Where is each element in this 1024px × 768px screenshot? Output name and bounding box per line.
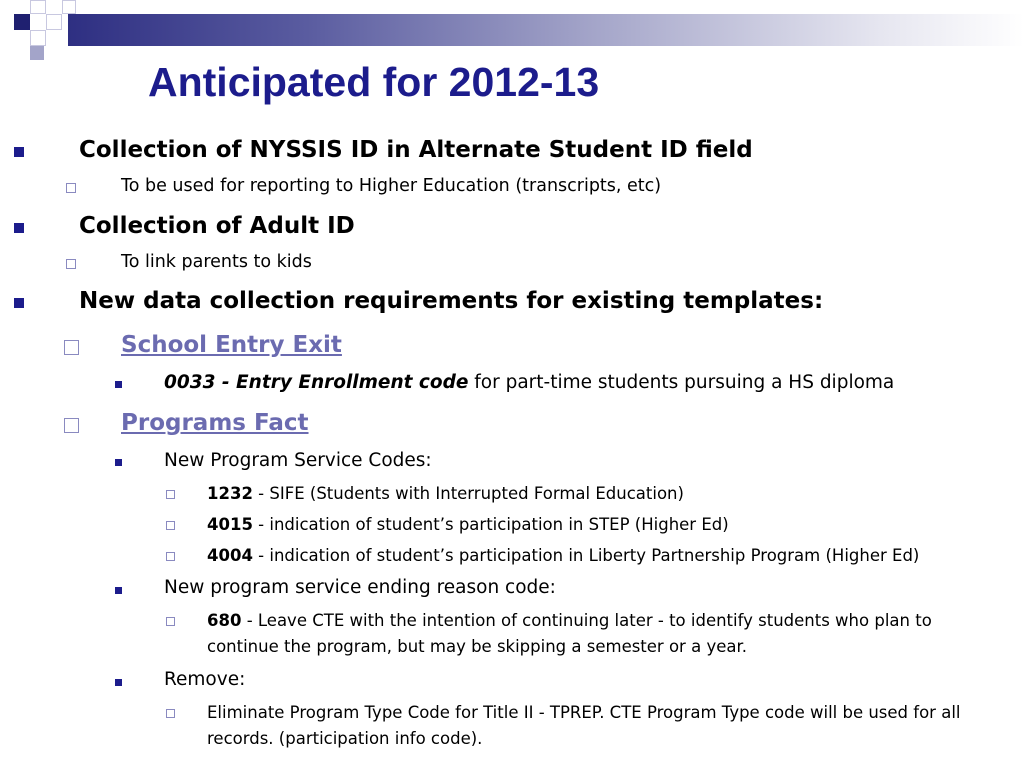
deco-square — [46, 14, 62, 30]
code-item — [207, 543, 919, 569]
bullet-hollow-square-icon — [64, 418, 79, 433]
sub-sub-bullet-item: New Program Service Codes: — [164, 450, 432, 471]
code-description: - indication of student’s participation in Liberty Partnership Program (Higher Ed) — [252, 546, 920, 565]
code-value: 4015 — [207, 515, 253, 534]
code-value: 680 — [207, 611, 242, 630]
programs-fact-link[interactable]: Programs Fact — [121, 410, 309, 436]
bullet-hollow-square-icon — [166, 617, 175, 626]
school-entry-exit-link[interactable]: School Entry Exit — [121, 332, 342, 358]
deco-square — [14, 14, 30, 30]
bullet-square-icon — [115, 381, 122, 388]
code-item — [207, 481, 684, 507]
bullet-hollow-square-icon — [66, 183, 76, 193]
entry-enrollment-code: 0033 - Entry Enrollment code — [164, 372, 469, 393]
bullet-square-icon — [115, 459, 122, 466]
bullet-hollow-square-icon — [66, 259, 76, 269]
bullet-hollow-square-icon — [166, 552, 175, 561]
sub-bullet-item: To be used for reporting to Higher Education (transcripts, etc) — [121, 176, 662, 196]
code-value: 4004 — [207, 546, 253, 565]
code-item — [207, 608, 997, 660]
code-description: - SIFE (Students with Interrupted Formal Education) — [252, 484, 684, 503]
bullet-item: New data collection requirements for existing templates: — [79, 288, 824, 314]
code-item: Eliminate Program Type Code for Title II - TPREP. CTE Program Type code will be used for all records. (participation info code). — [207, 703, 961, 748]
sub-sub-bullet-item: New program service ending reason code: — [164, 577, 556, 598]
deco-square — [30, 46, 44, 60]
entry-enrollment-text: for part-time students pursuing a HS diploma — [468, 372, 895, 393]
bullet-hollow-square-icon — [166, 709, 175, 718]
header-decoration — [0, 0, 1024, 62]
bullet-square-icon — [115, 679, 122, 686]
deco-square — [62, 0, 76, 14]
bullet-hollow-square-icon — [64, 340, 79, 355]
deco-square — [30, 30, 46, 46]
bullet-square-icon — [115, 587, 122, 594]
bullet-item: Collection of Adult ID — [79, 213, 355, 239]
sub-sub-bullet-item: Remove: — [164, 669, 246, 690]
bullet-hollow-square-icon — [166, 521, 175, 530]
bullet-square-icon — [14, 223, 24, 233]
sub-sub-bullet-item — [164, 372, 894, 394]
bullet-item: Collection of NYSSIS ID in Alternate Student ID field — [79, 137, 753, 163]
deco-square — [30, 0, 46, 14]
code-description: - Leave CTE with the intention of continuing later - to identify students who plan to continue the program, but may be skipping a semester or a year. — [207, 611, 932, 656]
code-item — [207, 512, 729, 538]
code-description: - indication of student’s participation in STEP (Higher Ed) — [252, 515, 729, 534]
code-value: 1232 — [207, 484, 253, 503]
slide-title: Anticipated for 2012-13 — [148, 59, 600, 105]
bullet-hollow-square-icon — [166, 490, 175, 499]
sub-bullet-item: To link parents to kids — [121, 252, 312, 272]
bullet-square-icon — [14, 147, 24, 157]
gradient-band — [68, 14, 1024, 46]
bullet-square-icon — [14, 298, 24, 308]
